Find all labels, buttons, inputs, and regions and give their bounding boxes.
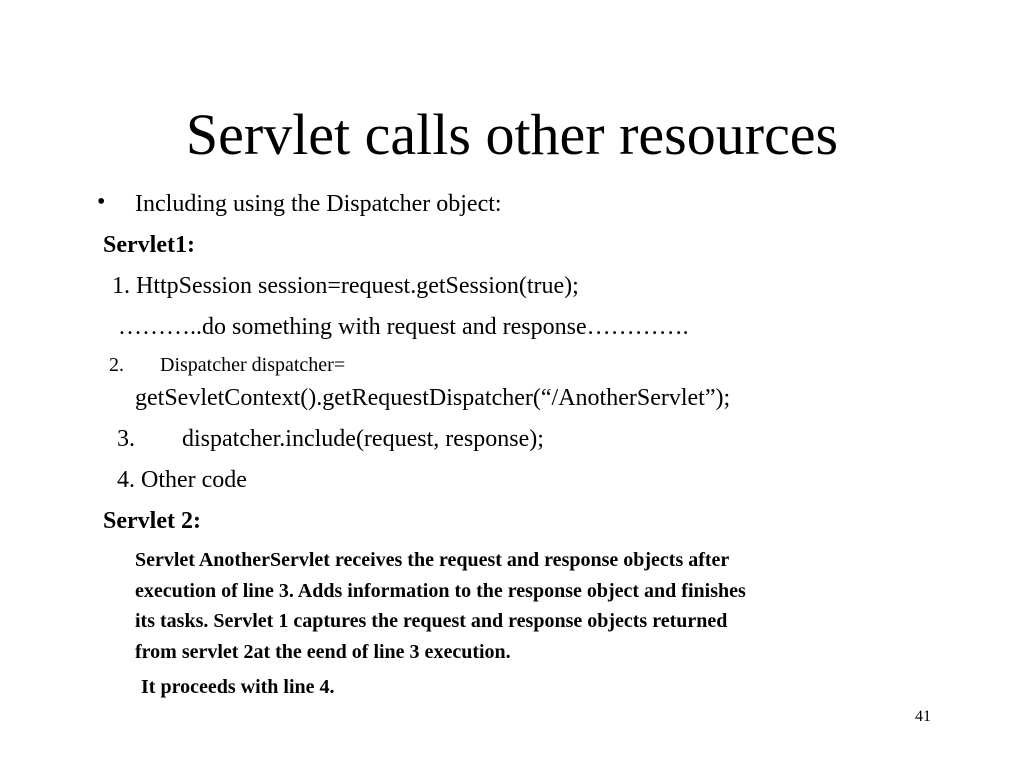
code-line-2-text: Dispatcher dispatcher=: [160, 354, 346, 376]
servlet1-heading: Servlet1:: [103, 232, 195, 258]
code-line-1: 1. HttpSession session=request.getSession(true);: [112, 273, 579, 299]
code-line-3-text: dispatcher.include(request, response);: [182, 426, 544, 452]
bullet-marker: •: [97, 189, 106, 215]
paragraph-line: Servlet AnotherServlet receives the request and response objects after: [135, 549, 730, 571]
code-line-2-number: 2.: [109, 354, 124, 376]
paragraph-line: execution of line 3. Adds information to the response object and finishes: [135, 579, 746, 602]
paragraph-line: from servlet 2at the eend of line 3 execution.: [135, 640, 511, 663]
code-line-4: 4. Other code: [117, 467, 247, 493]
bullet-text: Including using the Dispatcher object:: [135, 191, 502, 217]
page-number: 41: [915, 708, 931, 725]
closing-line: It proceeds with line 4.: [141, 676, 335, 698]
servlet2-paragraph: [135, 545, 935, 667]
code-line-2-continuation: getSevletContext().getRequestDispatcher(“/AnotherServlet”);: [135, 385, 731, 411]
code-line-dots: ………..do something with request and response………….: [118, 314, 689, 340]
code-line-3-number: 3.: [117, 426, 135, 452]
paragraph-line: its tasks. Servlet 1 captures the request and response objects returned: [135, 610, 728, 633]
servlet2-heading: Servlet 2:: [103, 508, 201, 534]
slide-title: Servlet calls other resources: [185, 102, 839, 167]
